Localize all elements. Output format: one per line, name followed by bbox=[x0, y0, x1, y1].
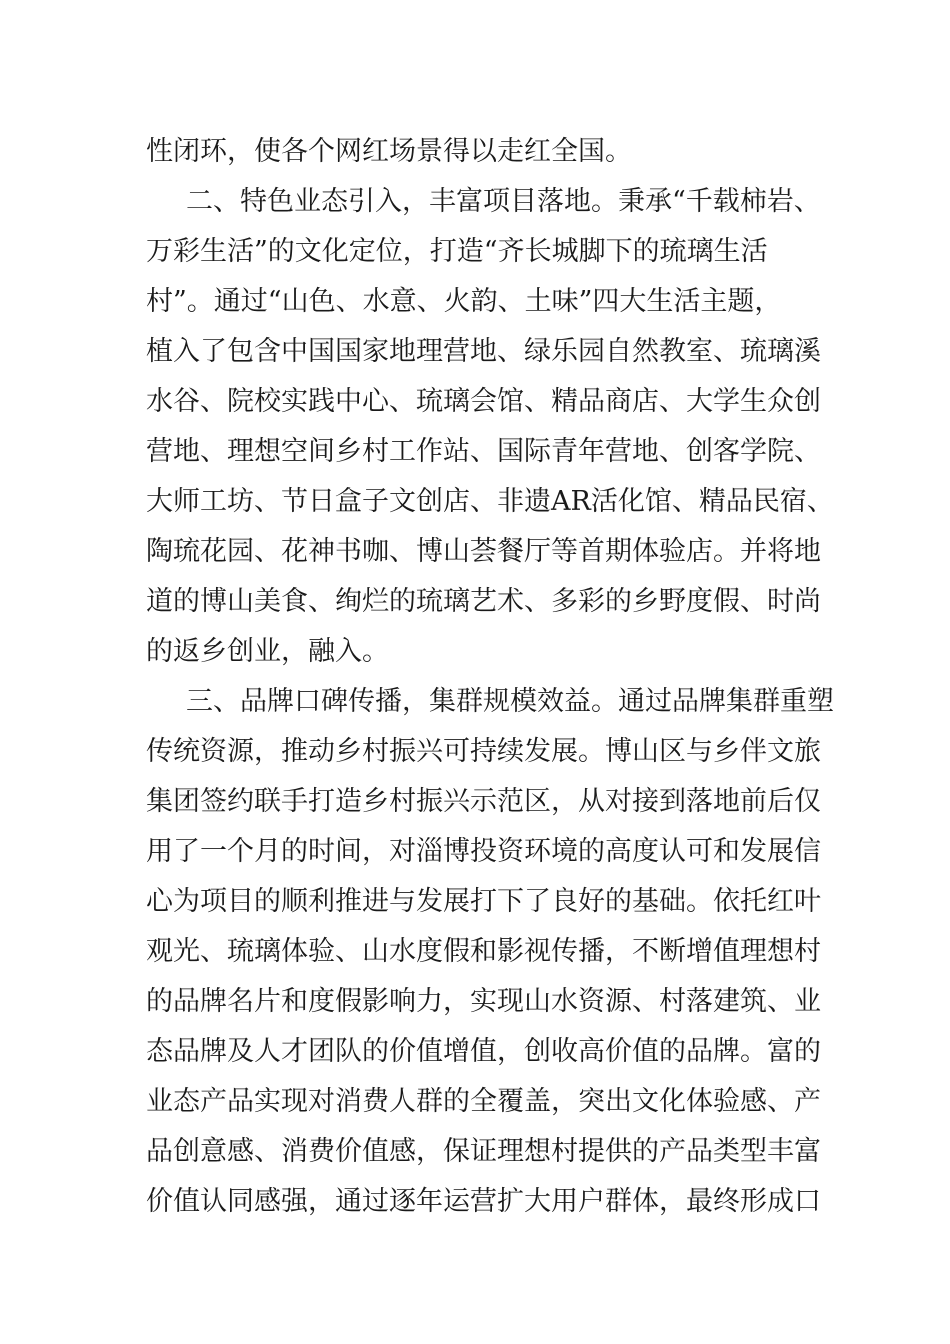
text-line-14: 集团签约联手打造乡村振兴示范区，从对接到落地前后仅 bbox=[146, 786, 821, 817]
text-line-19: 态品牌及人才团队的价值增值，创收高价值的品牌。富的 bbox=[146, 1036, 821, 1067]
text-line-7: 营地、理想空间乡村工作站、国际青年营地、创客学院、 bbox=[146, 436, 821, 467]
text-line-11: 的返乡创业，融入。 bbox=[146, 636, 389, 667]
text-line-5: 植入了包含中国国家地理营地、绿乐园自然教室、琉璃溪 bbox=[146, 336, 821, 367]
text-line-3: 万彩生活”的文化定位，打造“齐长城脚下的琉璃生活 bbox=[146, 236, 768, 267]
text-line-18: 的品牌名片和度假影响力，实现山水资源、村落建筑、业 bbox=[146, 986, 821, 1017]
text-line-20: 业态产品实现对消费人群的全覆盖，突出文化体验感、产 bbox=[146, 1086, 821, 1117]
text-line-10: 道的博山美食、绚烂的琉璃艺术、多彩的乡野度假、时尚 bbox=[146, 586, 821, 617]
text-line-4: 村”。通过“山色、水意、火韵、土味”四大生活主题， bbox=[146, 286, 782, 317]
text-line-16: 心为项目的顺利推进与发展打下了良好的基础。依托红叶 bbox=[146, 886, 821, 917]
paragraph-2-line-1: 二、特色业态引入，丰富项目落地。秉承“千载柿岩、 bbox=[186, 186, 821, 217]
text-line-6: 水谷、院校实践中心、琉璃会馆、精品商店、大学生众创 bbox=[146, 386, 821, 417]
paragraph-3-line-1: 三、品牌口碑传播，集群规模效益。通过品牌集群重塑 bbox=[186, 686, 834, 717]
text-line-17: 观光、琉璃体验、山水度假和影视传播，不断增值理想村 bbox=[146, 936, 821, 967]
text-line-8: 大师工坊、节日盒子文创店、非遗AR活化馆、精品民宿、 bbox=[146, 486, 834, 517]
text-line-15: 用了一个月的时间，对淄博投资环境的高度认可和发展信 bbox=[146, 836, 821, 867]
text-line-1: 性闭环，使各个网红场景得以走红全国。 bbox=[146, 136, 632, 167]
text-line-13: 传统资源，推动乡村振兴可持续发展。博山区与乡伴文旅 bbox=[146, 736, 821, 767]
text-line-9: 陶琉花园、花神书咖、博山荟餐厅等首期体验店。并将地 bbox=[146, 536, 821, 567]
text-line-21: 品创意感、消费价值感，保证理想村提供的产品类型丰富 bbox=[146, 1136, 821, 1167]
text-line-22: 价值认同感强，通过逐年运营扩大用户群体，最终形成口 bbox=[146, 1186, 821, 1217]
